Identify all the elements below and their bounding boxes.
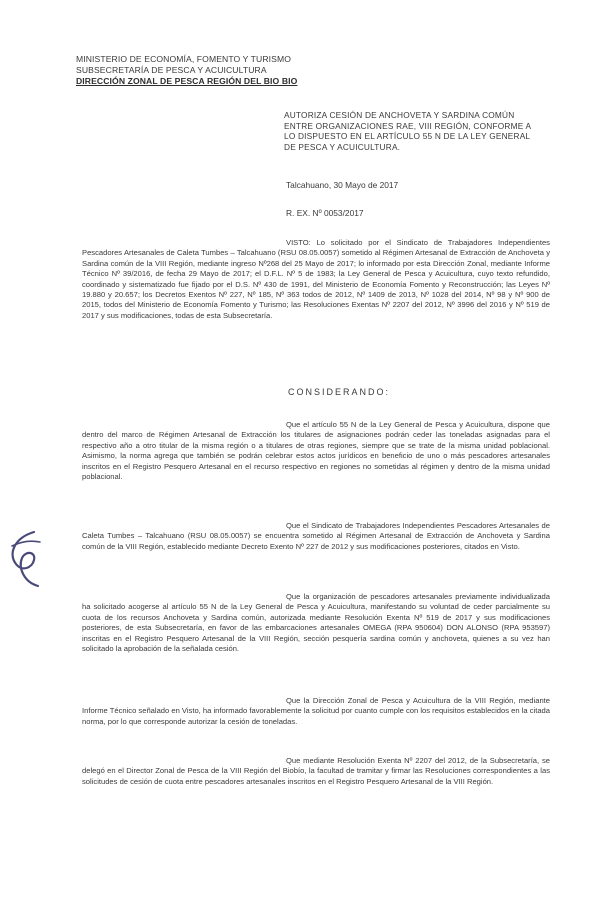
subject-line: LO DISPUESTO EN EL ARTÍCULO 55 N DE LA LEY GENERAL bbox=[284, 131, 531, 142]
considerando-heading: CONSIDERANDO: bbox=[288, 387, 391, 397]
considerando-item: Que el artículo 55 N de la Ley General de Pesca y Acuicultura, dispone que dentro del marco de Régimen Artesanal de Extracción los titulares de asignaciones podrán ceder las toneladas asignadas para el respectivo año a otro titular de la misma región o a titulares de otras regiones, siempre que se trate de la misma unidad poblacional. Asimismo, la norma agrega que también se podrán celebrar estos actos jurídicos en beneficio de uno o más pescadores artesanales inscritos en el Registro Pesquero Artesanal en el recurso respectivo en regiones no sometidas al régimen y dentro de la misma unidad poblacional. bbox=[82, 420, 550, 482]
undersecretariat-name: SUBSECRETARÍA DE PESCA Y ACUICULTURA bbox=[76, 65, 267, 75]
considerando-item: Que mediante Resolución Exenta Nº 2207 del 2012, de la Subsecretaría, se delegó en el Director Zonal de Pesca de la VIII Región del Biobío, la facultad de tramitar y firmar las Resoluciones correspondientes a las solicitudes de cesión de cuota entre pescadores artesanales inscritos en el Registro Pesquero Artesanal de la VIII Región. bbox=[82, 756, 550, 786]
subject-line: AUTORIZA CESIÓN DE ANCHOVETA Y SARDINA COMÚN bbox=[284, 110, 515, 120]
visto-text: Lo solicitado por el Sindicato de Trabajadores Independientes Pescadores Artesanales de Caleta Tumbes – Talcahuano (RSU 08.05.0057) sometido al Régimen Artesanal de Extracción de Anchoveta y Sardina común de la VIII Región, mediante ingreso Nº268 del 25 Mayo de 2017; lo informado por esta Dirección Zonal, mediante Informe Técnico Nº 39/2016, de fecha 29 Mayo de 2017; el D.F.L. Nº 5 de 1983; la Ley General de Pesca y Acuicultura, cuyo texto refundido, coordinado y sistematizado fue fijado por el D.S. Nº 430 de 1991, del Ministerio de Economía Fomento y Reconstrucción; las Leyes Nº 19.880 y 20.657; los Decretos Exentos Nº 227, Nº 185, Nº 363 todos de 2012, Nº 1409 de 2013, Nº 1028 del 2014, Nº 98 y Nº 900 de 2015, todos del Ministerio de Economía Fomento y Turismo; las Resoluciones Exentas Nº 2207 del 2012, Nº 3996 del 2016 y Nº 519 de 2017 y sus modificaciones, todas de esta Subsecretaría. bbox=[82, 238, 550, 320]
visto-paragraph bbox=[82, 238, 550, 321]
resolution-number: R. EX. Nº 0053/2017 bbox=[286, 208, 364, 218]
considerando-item: Que el Sindicato de Trabajadores Independientes Pescadores Artesanales de Caleta Tumbes – Talcahuano (RSU 08.05.0057) se encuentra sometido al Régimen Artesanal de Extracción de Anchoveta y Sardina común de la VIII Región, establecido mediante Decreto Exento Nº 227 de 2012 y sus modificaciones posteriores, citados en Visto. bbox=[82, 521, 550, 551]
regional-office-name: DIRECCIÓN ZONAL DE PESCA REGIÓN DEL BIO BIO bbox=[76, 76, 298, 86]
place-and-date: Talcahuano, 30 Mayo de 2017 bbox=[286, 180, 399, 190]
visto-label: VISTO: bbox=[286, 238, 311, 247]
subject-line: DE PESCA Y ACUICULTURA. bbox=[284, 141, 401, 152]
handwritten-mark bbox=[4, 524, 48, 594]
ministry-name: MINISTERIO DE ECONOMÍA, FOMENTO Y TURISMO bbox=[76, 54, 291, 64]
considerando-item: Que la organización de pescadores artesanales previamente individualizada ha solicitado acogerse al artículo 55 N de la Ley General de Pesca y Acuicultura, manifestando su voluntad de ceder parcialmente su cuota de los recursos Anchoveta y Sardina común, autorizada mediante Resolución Exenta Nº 519 de 2017 y sus modificaciones posteriores, de esta Subsecretaría, en favor de las embarcaciones artesanales OMEGA (RPA 950604) DON ALONSO (RPA 953597) inscritas en el Registro Pesquero Artesanal de la VIII Región, sección pesquería sardina común y anchoveta, quienes a su vez han solicitado la aprobación de la señalada cesión. bbox=[82, 592, 550, 654]
letterhead bbox=[76, 54, 297, 87]
considerando-item: Que la Dirección Zonal de Pesca y Acuicultura de la VIII Región, mediante Informe Técnico señalado en Visto, ha informado favorablemente la solicitud por cuanto cumple con los requisitos establecidos en la citada norma, por lo que corresponde autorizar la cesión de toneladas. bbox=[82, 696, 550, 726]
subject-line: ENTRE ORGANIZACIONES RAE, VIII REGIÓN, CONFORME A bbox=[284, 120, 532, 131]
resolution-subject bbox=[284, 110, 552, 152]
